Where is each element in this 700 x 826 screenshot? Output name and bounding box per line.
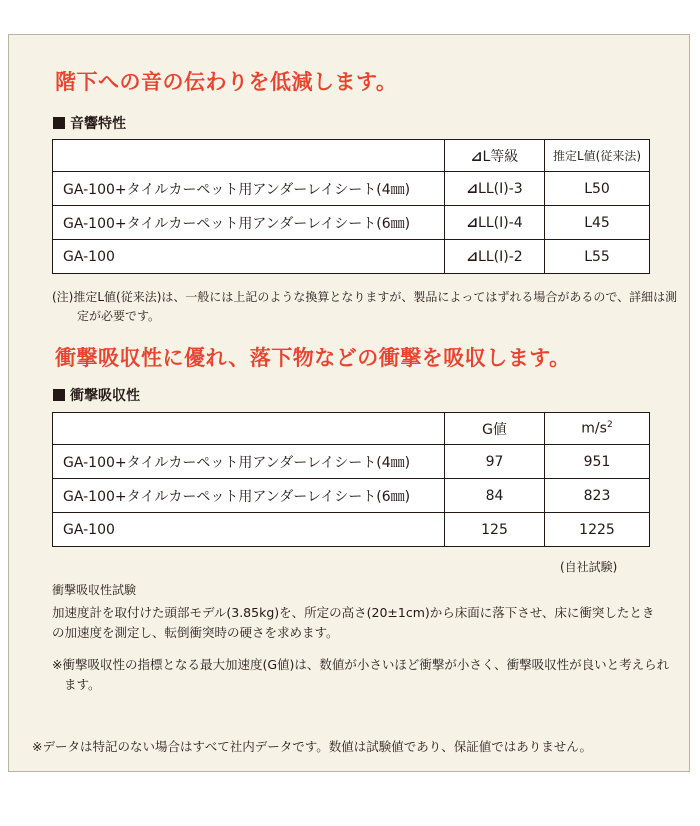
g-value-cell: 125 (445, 513, 545, 547)
table-row (53, 172, 650, 206)
grade-cell: ⊿LL(Ⅰ)-4 (445, 206, 545, 240)
table-header-row (53, 140, 650, 172)
table-header-row (53, 413, 650, 445)
section-title-acoustic (53, 113, 126, 133)
acoustic-note: (注)推定L値(従来法)は、一般には上記のような換算となりますが、製品によってはずれる場合があるので、詳細は測定が必要です。 (52, 290, 678, 323)
delta-icon: ⊿ (466, 248, 479, 265)
product-cell: GA-100 (53, 240, 445, 274)
table-row (53, 240, 650, 274)
header-g-cell: G値 (445, 413, 545, 445)
header-blank-cell (53, 413, 445, 445)
header-blank-cell (53, 140, 445, 172)
delta-icon: ⊿ (466, 180, 479, 197)
estimate-cell: L50 (545, 172, 650, 206)
delta-icon: ⊿ (466, 214, 479, 231)
section-title-impact (53, 385, 140, 405)
product-cell: GA-100+タイルカーペット用アンダーレイシート(4㎜) (53, 172, 445, 206)
headline-sound: 階下への音の伝わりを低減します。 (55, 70, 398, 94)
header-ms-cell: $m/s^2$ (545, 413, 650, 445)
test-description: 加速度計を取付けた頭部モデル(3.85kg)を、所定の高さ(20±1cm)から床面に落下させ、床に衝突したときの加速度を測定し、転倒衝突時の硬さを求めます。 (52, 605, 655, 640)
test-title: 衝撃吸収性試験 (52, 583, 137, 597)
square-bullet-icon (53, 117, 65, 129)
product-cell: GA-100 (53, 513, 445, 547)
delta-icon: ⊿ (470, 148, 483, 165)
g-value-cell: 84 (445, 479, 545, 513)
grade-cell: ⊿LL(Ⅰ)-2 (445, 240, 545, 274)
headline-impact: 衝撃吸収性に優れ、落下物などの衝撃を吸収します。 (55, 346, 571, 370)
self-test-label: (自社試験) (560, 560, 618, 574)
g-value-cell: 97 (445, 445, 545, 479)
ms-value-cell: 1225 (545, 513, 650, 547)
acoustic-table (52, 139, 650, 274)
ms-value-cell: 823 (545, 479, 650, 513)
impact-table (52, 412, 650, 547)
test-note: ※衝撃吸収性の指標となる最大加速度(G値)は、数値が小さいほど衝撃が小さく、衝撃吸収性が良いと考えられます。 (52, 657, 670, 692)
header-estimate-cell: 推定L値(従来法) (545, 140, 650, 172)
estimate-cell: L55 (545, 240, 650, 274)
header-grade-cell: ⊿L等級 (445, 140, 545, 172)
section-title-label: 衝撃吸収性 (70, 388, 140, 404)
table-row (53, 479, 650, 513)
product-cell: GA-100+タイルカーペット用アンダーレイシート(6㎜) (53, 479, 445, 513)
footer-disclaimer: ※データは特記のない場合はすべて社内データです。数値は試験値であり、保証値ではありません。 (32, 739, 592, 754)
estimate-cell: L45 (545, 206, 650, 240)
square-bullet-icon (53, 389, 65, 401)
product-cell: GA-100+タイルカーペット用アンダーレイシート(4㎜) (53, 445, 445, 479)
product-cell: GA-100+タイルカーペット用アンダーレイシート(6㎜) (53, 206, 445, 240)
table-row (53, 206, 650, 240)
grade-cell: ⊿LL(Ⅰ)-3 (445, 172, 545, 206)
table-row (53, 445, 650, 479)
table-row (53, 513, 650, 547)
section-title-label: 音響特性 (70, 116, 126, 132)
ms-value-cell: 951 (545, 445, 650, 479)
